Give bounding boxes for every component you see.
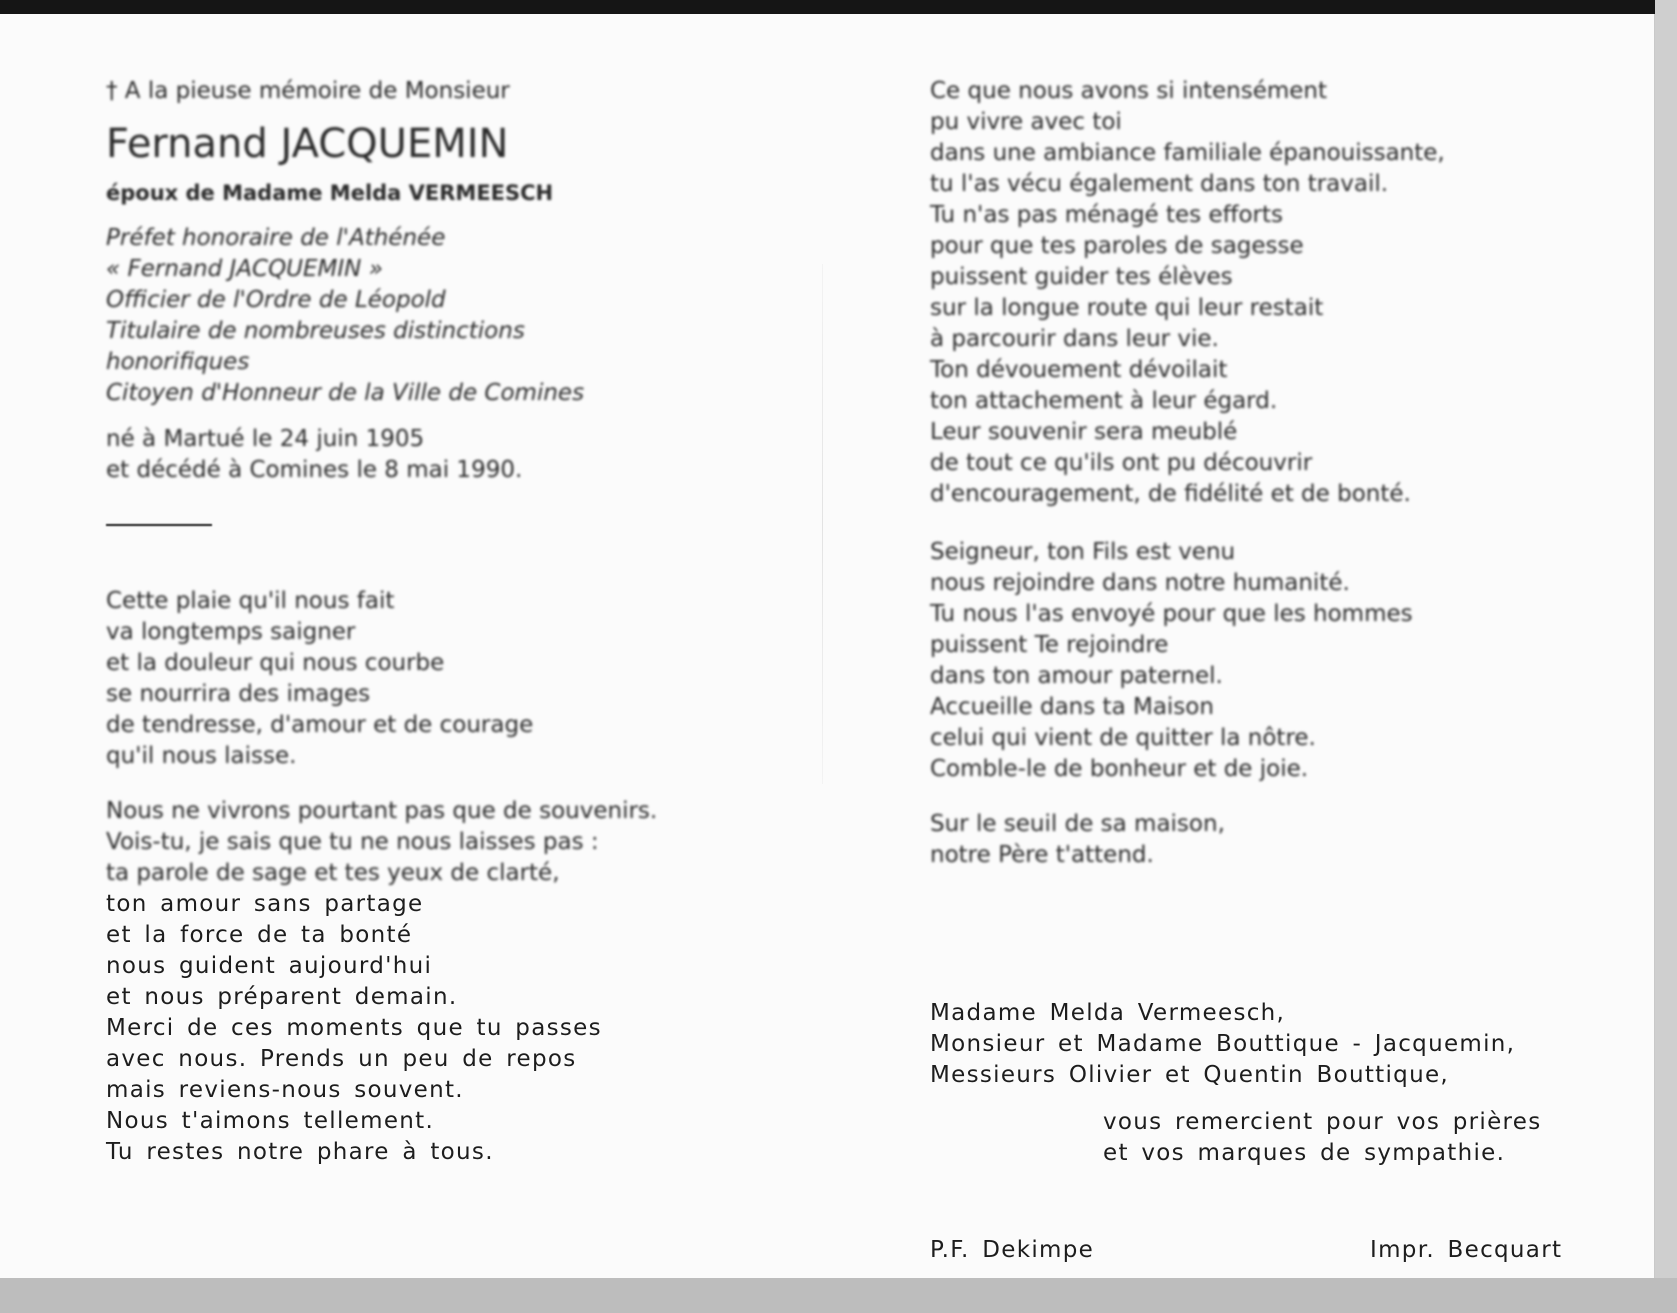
poem-line: mais reviens-nous souvent.	[106, 1077, 464, 1103]
poem-line: de tendresse, d'amour et de courage	[106, 712, 534, 738]
memorial-intro: † A la pieuse mémoire de Monsieur	[106, 78, 510, 104]
memorial-card	[0, 14, 1654, 1278]
poem-line: et la douleur qui nous courbe	[106, 650, 445, 676]
death-line: et décédé à Comines le 8 mai 1990.	[106, 457, 523, 483]
printer-credit: Impr. Becquart	[1370, 1237, 1563, 1263]
poem-line: Nous ne vivrons pourtant pas que de souvenirs.	[106, 798, 658, 824]
prayer-line: Comble-le de bonheur et de joie.	[930, 756, 1309, 782]
poem-line: et nous préparent demain.	[106, 984, 458, 1010]
scan-right-edge	[1655, 0, 1677, 1313]
title-line: Citoyen d'Honneur de la Ville de Comines	[106, 380, 585, 406]
prayer-line: celui qui vient de quitter la nôtre.	[930, 725, 1316, 751]
poem-line: et la force de ta bonté	[106, 922, 413, 948]
poem-line: Nous t'aimons tellement.	[106, 1108, 435, 1134]
family-line: Madame Melda Vermeesch,	[930, 1000, 1286, 1026]
prose-line: ton attachement à leur égard.	[930, 388, 1278, 414]
poem-line: ton amour sans partage	[106, 891, 424, 917]
family-line: Monsieur et Madame Bouttique - Jacquemin,	[930, 1031, 1516, 1057]
poem-line: Merci de ces moments que tu passes	[106, 1015, 602, 1041]
prayer-line: puissent Te rejoindre	[930, 632, 1169, 658]
spouse-line: époux de Madame Melda VERMEESCH	[106, 181, 554, 205]
poem-line: avec nous. Prends un peu de repos	[106, 1046, 577, 1072]
birth-line: né à Martué le 24 juin 1905	[106, 426, 425, 452]
title-line: honorifiques	[106, 349, 250, 375]
poem-line: Vois-tu, je sais que tu ne nous laisses pas :	[106, 829, 599, 855]
title-line: Préfet honoraire de l'Athénée	[106, 225, 446, 251]
prose-line: dans une ambiance familiale épanouissante,	[930, 140, 1445, 166]
poem-line: va longtemps saigner	[106, 619, 356, 645]
deceased-name: Fernand JACQUEMIN	[106, 121, 509, 167]
scan-bottom-edge	[0, 1278, 1677, 1313]
prayer-line: Seigneur, ton Fils est venu	[930, 539, 1236, 565]
prayer-line: Tu nous l'as envoyé pour que les hommes	[930, 601, 1413, 627]
prose-line: tu l'as vécu également dans ton travail.	[930, 171, 1389, 197]
prayer-line: Sur le seuil de sa maison,	[930, 811, 1225, 837]
prose-line: pu vivre avec toi	[930, 109, 1122, 135]
prose-line: Ce que nous avons si intensément	[930, 78, 1328, 104]
poem-line: qu'il nous laisse.	[106, 743, 297, 769]
poem-line: Tu restes notre phare à tous.	[106, 1139, 494, 1165]
poem-line: se nourrira des images	[106, 681, 371, 707]
prose-line: puissent guider tes élèves	[930, 264, 1233, 290]
funeral-home-credit: P.F. Dekimpe	[930, 1237, 1095, 1263]
poem-line: Cette plaie qu'il nous fait	[106, 588, 395, 614]
family-line: Messieurs Olivier et Quentin Bouttique,	[930, 1062, 1450, 1088]
scan-top-edge	[0, 0, 1677, 14]
title-line: Officier de l'Ordre de Léopold	[106, 287, 446, 313]
prayer-line: notre Père t'attend.	[930, 842, 1154, 868]
title-line: Titulaire de nombreuses distinctions	[106, 318, 525, 344]
thanks-line: et vos marques de sympathie.	[1103, 1140, 1506, 1166]
prose-line: sur la longue route qui leur restait	[930, 295, 1324, 321]
prose-line: Leur souvenir sera meublé	[930, 419, 1238, 445]
thanks-line: vous remercient pour vos prières	[1103, 1109, 1542, 1135]
prose-line: de tout ce qu'ils ont pu découvrir	[930, 450, 1313, 476]
separator-rule	[106, 524, 212, 526]
prose-line: Ton dévouement dévoilait	[930, 357, 1228, 383]
poem-line: nous guident aujourd'hui	[106, 953, 433, 979]
prose-line: pour que tes paroles de sagesse	[930, 233, 1304, 259]
prose-line: à parcourir dans leur vie.	[930, 326, 1219, 352]
prayer-line: dans ton amour paternel.	[930, 663, 1223, 689]
prose-line: d'encouragement, de fidélité et de bonté.	[930, 481, 1411, 507]
prayer-line: Accueille dans ta Maison	[930, 694, 1214, 720]
poem-line: ta parole de sage et tes yeux de clarté,	[106, 860, 560, 886]
prose-line: Tu n'as pas ménagé tes efforts	[930, 202, 1283, 228]
prayer-line: nous rejoindre dans notre humanité.	[930, 570, 1350, 596]
title-line: « Fernand JACQUEMIN »	[106, 256, 383, 282]
card-fold-line	[822, 264, 823, 784]
